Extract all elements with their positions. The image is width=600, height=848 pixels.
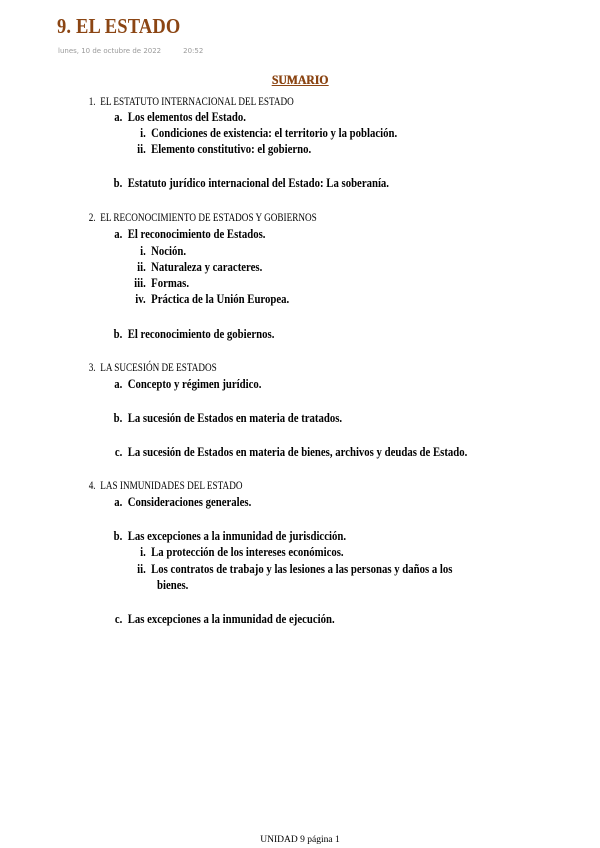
outline-item-2a-i bbox=[132, 244, 186, 259]
page-footer: UNIDAD 9 página 1 bbox=[260, 835, 340, 845]
outline-number: i. bbox=[140, 545, 146, 559]
outline-text: Los contratos de trabajo y las lesiones a las personas y daños a los bbox=[151, 562, 453, 576]
outline-text: Consideraciones generales. bbox=[127, 495, 252, 509]
outline-text: Las excepciones a la inmunidad de jurisdicción. bbox=[127, 529, 347, 543]
outline-number: b. bbox=[113, 327, 123, 341]
outline-number: ii. bbox=[137, 260, 146, 274]
outline-number: 4. bbox=[88, 480, 96, 492]
page-date: lunes, 10 de octubre de 2022 bbox=[58, 47, 162, 55]
outline-text: Formas. bbox=[151, 276, 190, 290]
outline-number: b. bbox=[113, 176, 123, 190]
outline-text: Naturaleza y caracteres. bbox=[151, 260, 263, 274]
outline-number: ii. bbox=[137, 142, 146, 156]
outline-text: Las excepciones a la inmunidad de ejecución. bbox=[127, 612, 335, 626]
outline-item-3b bbox=[112, 411, 342, 426]
outline-text: La protección de los intereses económicos. bbox=[151, 545, 344, 559]
outline-number: b. bbox=[113, 411, 123, 425]
outline-number: i. bbox=[140, 244, 146, 258]
outline-item-4b bbox=[112, 529, 346, 544]
outline-item-4b-ii bbox=[132, 562, 452, 577]
page-title: 9. EL ESTADO bbox=[57, 14, 181, 38]
outline-number: iv. bbox=[135, 292, 146, 306]
outline-text: Noción. bbox=[151, 244, 187, 258]
outline-item-1a-ii bbox=[132, 142, 311, 157]
outline-item-4a bbox=[112, 495, 251, 510]
outline-text: La sucesión de Estados en materia de bienes, archivos y deudas de Estado. bbox=[127, 445, 468, 459]
outline-number: a. bbox=[114, 227, 123, 241]
outline-number: a. bbox=[114, 377, 123, 391]
outline-item-1b bbox=[112, 176, 389, 191]
outline-item-4b-i bbox=[132, 545, 344, 560]
outline-item-1a-i bbox=[132, 126, 397, 141]
outline-text: Práctica de la Unión Europea. bbox=[151, 292, 290, 306]
outline-text: LA SUCESIÓN DE ESTADOS bbox=[100, 362, 217, 374]
outline-number: ii. bbox=[137, 562, 146, 576]
outline-number: 2. bbox=[88, 212, 96, 224]
outline-text: Elemento constitutivo: el gobierno. bbox=[151, 142, 312, 156]
outline-number: a. bbox=[114, 495, 123, 509]
outline-number: b. bbox=[113, 529, 123, 543]
outline-text: Los elementos del Estado. bbox=[127, 110, 246, 124]
outline-text: Estatuto jurídico internacional del Estado: La soberanía. bbox=[127, 176, 390, 190]
outline-number: a. bbox=[114, 110, 123, 124]
outline-item-2a-iv bbox=[132, 292, 289, 307]
outline-text: EL RECONOCIMIENTO DE ESTADOS Y GOBIERNOS bbox=[100, 212, 317, 224]
outline-text: LAS INMUNIDADES DEL ESTADO bbox=[100, 480, 243, 492]
outline-item-4b-ii-continuation: bienes. bbox=[157, 578, 189, 592]
outline-section-4 bbox=[86, 479, 242, 494]
outline-text: El reconocimiento de Estados. bbox=[127, 227, 266, 241]
page-time: 20:52 bbox=[183, 47, 204, 55]
outline-section-3 bbox=[86, 361, 217, 376]
outline-number: 1. bbox=[88, 96, 96, 108]
outline-text: EL ESTATUTO INTERNACIONAL DEL ESTADO bbox=[100, 96, 294, 108]
outline-text: El reconocimiento de gobiernos. bbox=[127, 327, 275, 341]
outline-item-2b bbox=[112, 327, 274, 342]
outline-section-1 bbox=[86, 95, 294, 110]
outline-item-1a bbox=[112, 110, 246, 125]
outline-item-2a-ii bbox=[132, 260, 262, 275]
outline-text: Concepto y régimen jurídico. bbox=[127, 377, 262, 391]
outline-text: Condiciones de existencia: el territorio y la población. bbox=[151, 126, 398, 140]
outline-section-2 bbox=[86, 211, 317, 226]
sumario-heading: SUMARIO bbox=[271, 72, 329, 87]
outline-number: iii. bbox=[134, 276, 146, 290]
outline-text: La sucesión de Estados en materia de tratados. bbox=[127, 411, 343, 425]
outline-item-2a-iii bbox=[132, 276, 189, 291]
page-meta bbox=[58, 47, 203, 55]
outline-item-3c bbox=[112, 445, 467, 460]
outline-item-2a bbox=[112, 227, 265, 242]
outline-number: c. bbox=[114, 612, 123, 626]
outline-number: c. bbox=[114, 445, 123, 459]
outline-item-4c bbox=[112, 612, 335, 627]
outline-number: i. bbox=[140, 126, 146, 140]
outline-number: 3. bbox=[88, 362, 96, 374]
outline-item-3a bbox=[112, 377, 261, 392]
